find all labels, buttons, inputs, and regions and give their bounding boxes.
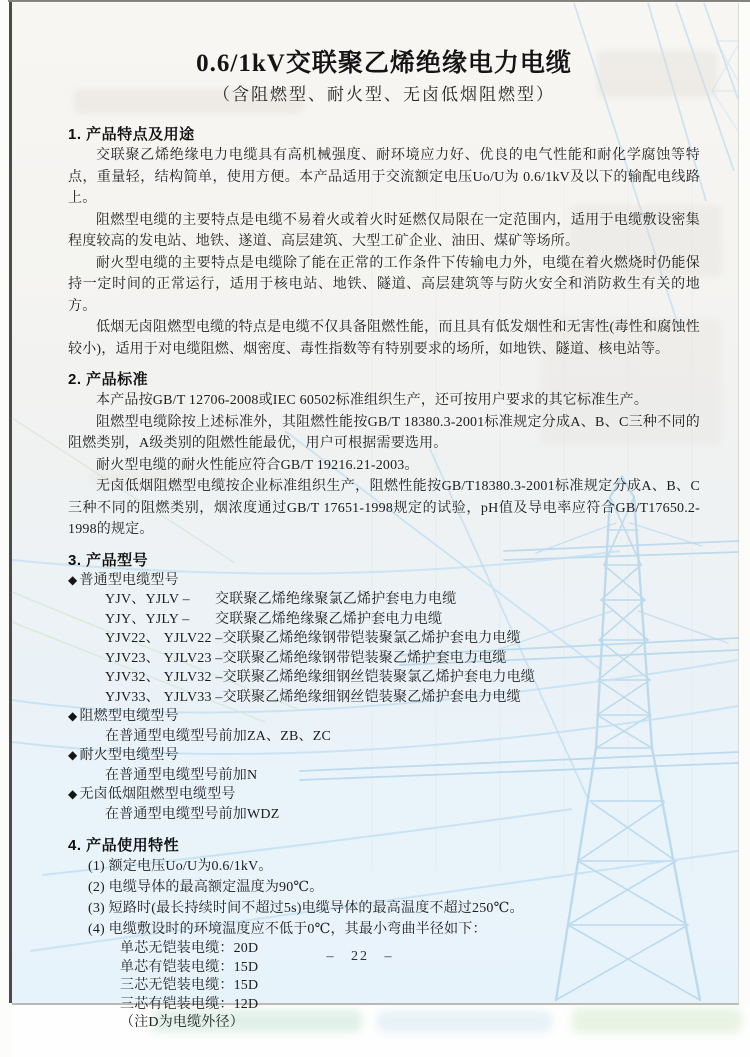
document-content: [12, 3, 738, 1033]
bend-radius-row: 三芯无铠装电缆：15D: [120, 978, 259, 993]
diamond-bullet-icon: ◆: [68, 748, 78, 762]
paragraph: 低烟无卤阻燃型电缆的特点是电缆不仅具备阻燃性能，而且具有低发烟性和无害性(毒性和腐蚀性较小)，适用于对电缆阻燃、烟密度、毒性指数等有特别要求的场所，如地铁、隧道、核电站等。: [68, 320, 700, 357]
paragraph: 本产品按GB/T 12706-2008或IEC 60502标准组织生产，还可按用户要求的其它标准生产。: [96, 393, 649, 408]
bullet-note: 在普通型电缆型号前加N: [105, 767, 258, 783]
diamond-bullet-icon: ◆: [68, 709, 78, 723]
cable-type-code: YJV32、 YJLV32 –: [105, 670, 223, 685]
bullet-label: 普通型电缆型号: [79, 572, 179, 588]
paragraph: 无卤低烟阻燃型电缆按企业标准组织生产，阻燃性能按GB/T18380.3-2001标准规定分成A、B、C三种不同的阻燃类别，烟浓度通过GB/T 17651-1998规定的试验，pH值及导电率应符合GB/T17650.2-1998的规定。: [68, 479, 700, 537]
cable-type-row: [68, 629, 700, 649]
cable-type-description: 交联聚乙烯绝缘聚氯乙烯护套电力电缆: [215, 592, 457, 607]
bullet-label: 无卤低烟阻燃型电缆型号: [79, 787, 236, 802]
cable-type-description: 交联聚乙烯绝缘聚乙烯护套电力电缆: [215, 611, 443, 627]
cable-type-row: [68, 668, 700, 688]
paragraph: 阻燃型电缆除按上述标准外，其阻燃性能按GB/T 18380.3-2001标准规定分成A、B、C三种不同的阻燃类别，A级类别的阻燃性能最优，用户可根据需要选用。: [68, 414, 700, 451]
bullet-flame-retardant-types: [68, 707, 700, 727]
bullet-note: 在普通型电缆型号前加ZA、ZB、ZC: [105, 728, 332, 744]
cable-type-row: [68, 688, 700, 708]
section-4-heading: 4. 产品使用特性: [68, 837, 180, 854]
bend-radius-row: 单芯无铠装电缆：20D: [120, 941, 259, 956]
bend-radius-row: 单芯有铠装电缆：15D: [120, 959, 259, 975]
cable-type-row: [68, 590, 700, 610]
cable-type-code: YJV33、 YJLV33 –: [105, 689, 223, 705]
cable-type-description: 交联聚乙烯绝缘钢带铠装聚氯乙烯护套电力电缆: [222, 631, 521, 646]
paragraph: 耐火型电缆的耐火性能应符合GB/T 19216.21-2003。: [96, 457, 419, 473]
cable-type-description: 交联聚乙烯绝缘细钢丝铠装聚氯乙烯护套电力电缆: [222, 670, 536, 685]
cable-type-code: YJY、YJLY –: [105, 611, 190, 627]
section-2-heading: 2. 产品标准: [68, 371, 149, 388]
cable-type-code: YJV、YJLV –: [105, 592, 190, 607]
paragraph: 耐火型电缆的主要特点是电缆除了能在正常的工作条件下传输电力外，电缆在着火燃烧时仍能保持一定时间的正常运行，适用于核电站、地铁、隧道、高层建筑等与防火安全和消防救生有关的地方。: [68, 255, 700, 314]
cable-type-code: YJV22、 YJLV22 –: [105, 631, 223, 646]
cable-type-row: [68, 649, 700, 669]
diameter-note: （注D为电缆外径）: [120, 1015, 244, 1030]
section-3-heading: 3. 产品型号: [68, 551, 149, 569]
usage-item: (3) 短路时(最长持续时间不超过5s)电缆导体的最高温度不超过250℃。: [88, 901, 524, 916]
bend-radius-row: 三芯有铠装电缆：12D: [120, 996, 259, 1012]
bullet-label: 阻燃型电缆型号: [79, 709, 179, 724]
bullet-lszh-types: [68, 785, 700, 805]
bullet-label: 耐火型电缆型号: [79, 748, 179, 763]
document-title: 0.6/1kV交联聚乙烯绝缘电力电缆: [196, 50, 572, 77]
cable-type-description: 交联聚乙烯绝缘钢带铠装聚乙烯护套电力电缆: [222, 650, 507, 666]
usage-item: (1) 额定电压Uo/U为0.6/1kV。: [88, 859, 273, 874]
usage-item: (2) 电缆导体的最高额定温度为90℃。: [88, 880, 324, 895]
cable-type-row: [68, 610, 700, 630]
paragraph: 交联聚乙烯绝缘电力电缆具有高机械强度、耐环境应力好、优良的电气性能和耐化学腐蚀等特点，重量轻，结构简单，使用方便。本产品适用于交流额定电压Uo/U为 0.6/1kV及以下的输配电线路上。: [68, 148, 700, 206]
document-subtitle: （含阻燃型、耐火型、无卤低烟阻燃型）: [213, 85, 555, 104]
diamond-bullet-icon: ◆: [68, 787, 78, 801]
bullet-fire-resistant-types: [68, 746, 700, 766]
paragraph: 阻燃型电缆的主要特点是电缆不易着火或着火时延燃仅局限在一定范围内，适用于电缆敷设密集程度较高的发电站、地铁、遂道、高层建筑、大型工矿企业、油田、煤矿等场所。: [68, 212, 700, 249]
diamond-bullet-icon: ◆: [68, 572, 78, 587]
bullet-note: 在普通型电缆型号前加WDZ: [105, 806, 280, 822]
scanned-document-page: [12, 3, 739, 1030]
cable-type-code: YJV23、 YJLV23 –: [105, 650, 223, 666]
page-number: – 22 –: [326, 949, 394, 964]
section-1-heading: 1. 产品特点及用途: [68, 126, 195, 143]
cable-type-description: 交联聚乙烯绝缘细钢丝铠装聚乙烯护套电力电缆: [222, 689, 521, 705]
bullet-ordinary-types: [68, 571, 700, 591]
usage-item: (4) 电缆敷设时的环境温度应不低于0℃，其最小弯曲半径如下：: [88, 922, 487, 937]
scan-edge-top: [8, 0, 750, 2]
